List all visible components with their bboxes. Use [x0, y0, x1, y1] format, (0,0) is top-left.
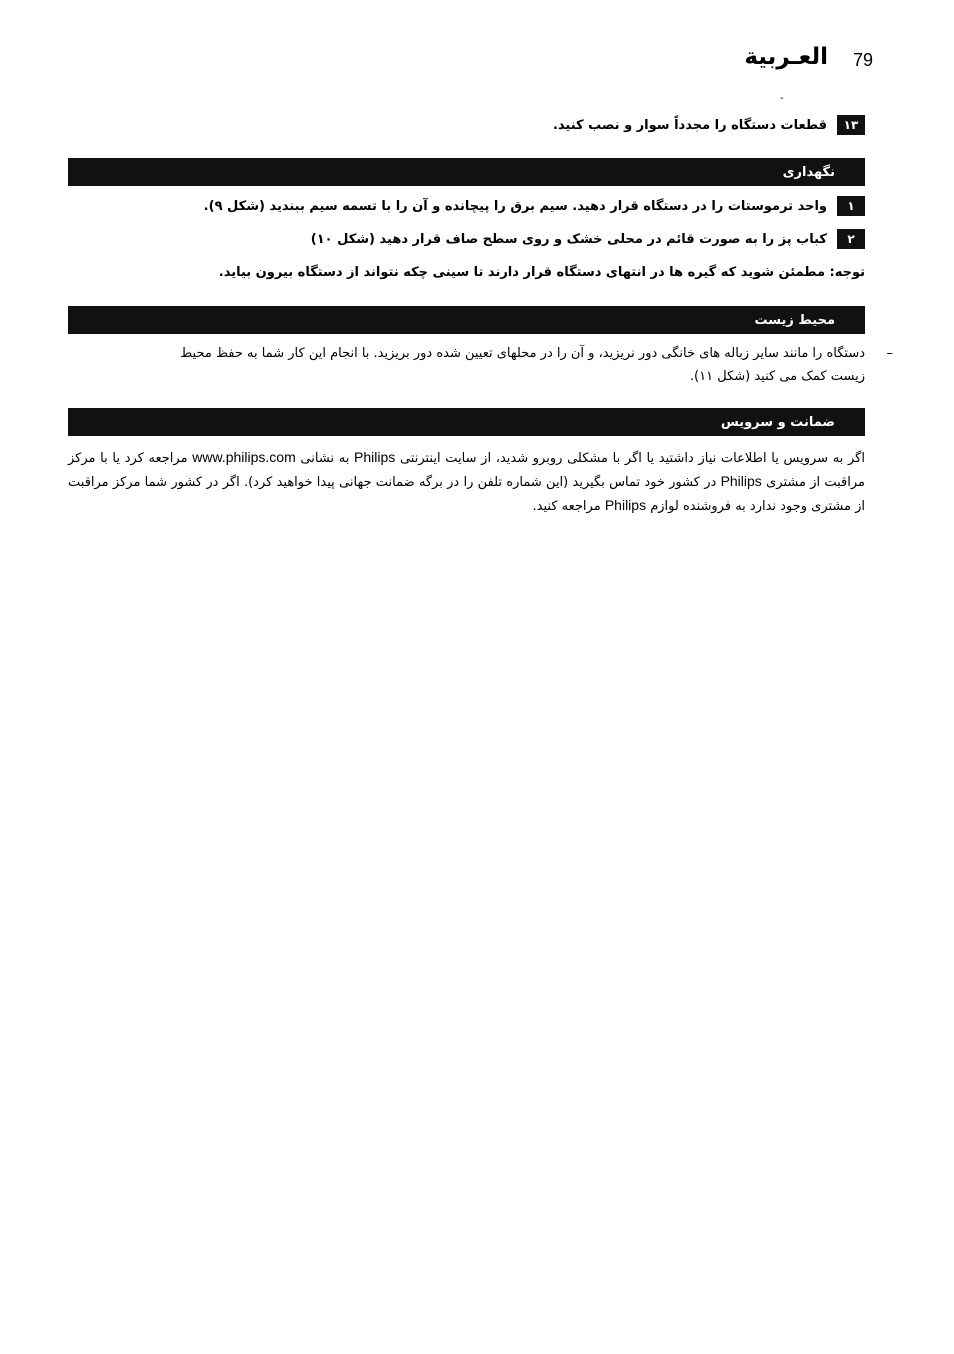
step-number: ١	[837, 196, 865, 216]
step-text: کباب پز را به صورت قائم در محلی خشک و روی سطح صاف قرار دهید (شکل ۱۰)	[310, 231, 827, 247]
brand-name: Philips	[604, 497, 647, 513]
warranty-text-4: در کشور خود تماس بگیرید (این شماره تلفن را در برگه ضمانت جهانی پیدا خواهید کرد). اگر در کشور شما مرکز مراقبت از مشتری وجود ندارد به فروشنده لوازم	[68, 475, 865, 514]
step-13	[68, 115, 865, 135]
bullet-line-1: دستگاه را مانند سایر زباله های خانگی دور نریزید، و آن را در محلهای تعیین شده دور بریزید. با انجام این کار شما به حفظ محیط	[180, 346, 865, 361]
brand-name: Philips	[354, 449, 396, 465]
environment-bullet	[76, 342, 893, 388]
warranty-paragraph	[68, 446, 865, 518]
warranty-text-3: مراجعه کرد یا با مرکز مراقبت از مشتری	[68, 451, 866, 490]
section-heading-warranty: ضمانت و سرویس	[68, 408, 865, 436]
section-heading-storage: نگهداری	[68, 158, 865, 186]
warranty-text-5: مراجعه کنید.	[532, 499, 601, 514]
header-mark: -	[780, 93, 784, 104]
step-number: ١٣	[837, 115, 865, 135]
storage-step-2	[68, 229, 865, 249]
step-text: واحد ترموستات را در دستگاه قرار دهید. سیم برق را پیچانده و آن را با تسمه سیم ببندید (شکل ۹).	[203, 198, 827, 214]
warranty-text-1: اگر به سرویس یا اطلاعات نیاز داشتید یا اگر با مشکلی روبرو شدید، از سایت اینترنتی	[399, 451, 865, 466]
step-number: ٢	[837, 229, 865, 249]
page-number: 79	[852, 50, 873, 70]
page-title: العـربية	[744, 44, 828, 70]
storage-note: توجه: مطمئن شوید که گیره ها در انتهای دستگاه قرار دارند تا سینی چکه نتواند از دستگاه بیرون بیاید.	[218, 265, 865, 280]
step-text: قطعات دستگاه را مجدداً سوار و نصب کنید.	[552, 117, 827, 133]
bullet-line-2: زیست کمک می کنید (شکل ۱۱).	[689, 369, 865, 384]
warranty-text-2: به نشانی	[300, 451, 350, 466]
website-link[interactable]: www.philips.com	[192, 449, 296, 465]
storage-step-1	[68, 196, 865, 216]
brand-name: Philips	[720, 473, 762, 489]
section-heading-environment: محیط زیست	[68, 306, 865, 334]
bullet-dash: –	[886, 346, 893, 361]
